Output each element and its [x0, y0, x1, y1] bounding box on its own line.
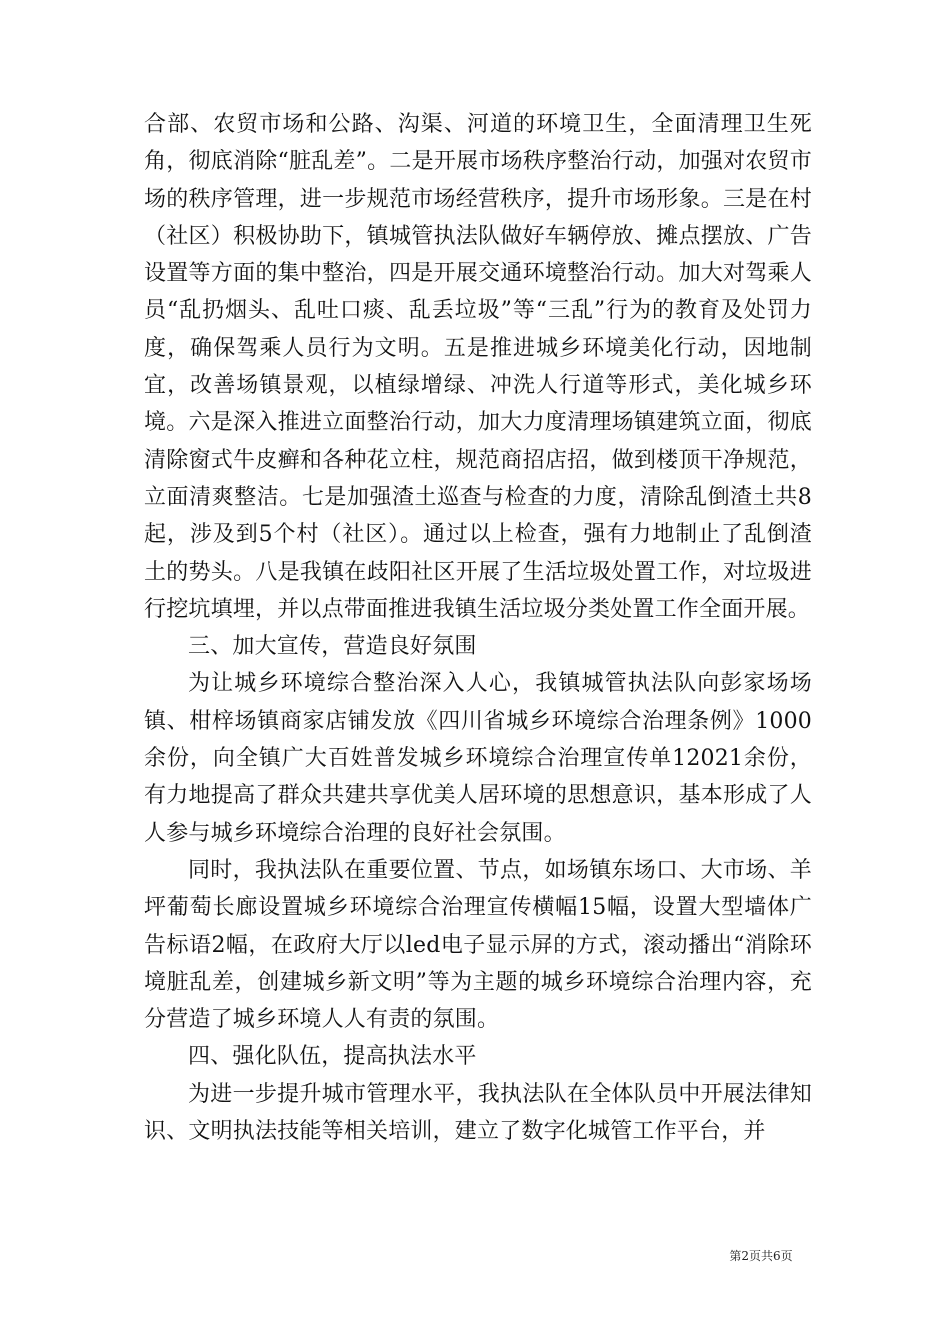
body-paragraph-4: 为进一步提升城市管理水平，我执法队在全体队员中开展法律知识、文明执法技能等相关培训，建立了数字化城管工作平台，并 — [144, 1081, 812, 1145]
document-body — [144, 106, 812, 1150]
section-heading-4: 四、强化队伍，提高执法水平 — [188, 1044, 477, 1070]
page-number-label: 第2页共6页 — [729, 1249, 793, 1263]
body-paragraph-2: 为让城乡环境综合整治深入人心，我镇城管执法队向彭家场场镇、柑梓场镇商家店铺发放《四川省城乡环境综合治理条例》1000余份，向全镇广大百姓普发城乡环境综合治理宣传单12021余份，有力地提高了群众共建共享优美人居环境的思想意识，基本形成了人人参与城乡环境综合治理的良好社会氛围。 — [144, 671, 812, 846]
section-heading-3: 三、加大宣传，营造良好氛围 — [188, 634, 477, 660]
page-footer — [0, 1248, 950, 1264]
body-paragraph-3: 同时，我执法队在重要位置、节点，如场镇东场口、大市场、羊坪葡萄长廊设置城乡环境综合治理宣传横幅15幅，设置大型墙体广告标语2幅，在政府大厅以led电子显示屏的方式，滚动播出“消除环境脏乱差，创建城乡新文明”等为主题的城乡环境综合治理内容，充分营造了城乡环境人人有责的氛围。 — [144, 857, 812, 1033]
body-paragraph-1: 合部、农贸市场和公路、沟渠、河道的环境卫生，全面清理卫生死角，彻底消除“脏乱差”。二是开展市场秩序整治行动，加强对农贸市场的秩序管理，进一步规范市场经营秩序，提升市场形象。三是在村（社区）积极协助下，镇城管执法队做好车辆停放、摊点摆放、广告设置等方面的集中整治，四是开展交通环境整治行动。加大对驾乘人员“乱扔烟头、乱吐口痰、乱丢垃圾”等“三乱”行为的教育及处罚力度，确保驾乘人员行为文明。五是推进城乡环境美化行动，因地制宜，改善场镇景观，以植绿增绿、冲洗人行道等形式，美化城乡环境。六是深入推进立面整治行动，加大力度清理场镇建筑立面，彻底清除窗式牛皮癣和各种花立柱，规范商招店招，做到楼顶干净规范，立面清爽整洁。七是加强渣土巡查与检查的力度，清除乱倒渣土共8起，涉及到5个村（社区）。通过以上检查，强有力地制止了乱倒渣土的势头。八是我镇在歧阳社区开展了生活垃圾处置工作，对垃圾进行挖坑填埋，并以点带面推进我镇生活垃圾分类处置工作全面开展。 — [144, 112, 812, 622]
